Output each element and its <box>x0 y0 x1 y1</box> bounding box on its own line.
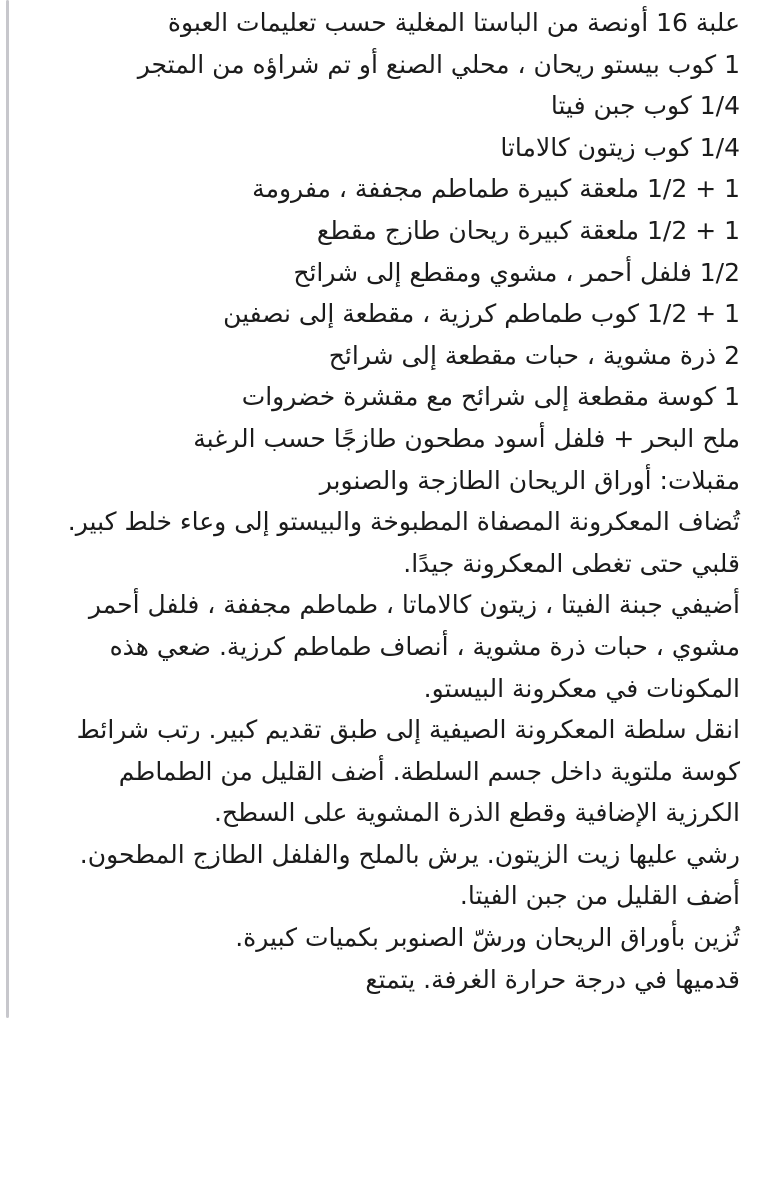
ingredient-sundried-tomatoes: 1 + 1/2 ملعقة كبيرة طماطم مجففة ، مفرومة <box>252 174 740 204</box>
ingredient-corn: 2 ذرة مشوية ، حبات مقطعة إلى شرائح <box>328 340 740 370</box>
step-toss-pasta: تُضاف المعكرونة المصفاة المطبوخة والبيستو إلى وعاء خلط كبير. قلبي حتى تغطى المعكرونة جيدًا. <box>67 507 740 578</box>
step-serve: قدميها في درجة حرارة الغرفة. يتمتع <box>365 964 740 994</box>
ingredient-pesto: 1 كوب بيستو ريحان ، محلي الصنع أو تم شراؤه من المتجر <box>137 49 740 79</box>
ingredient-garnish: مقبلات: أوراق الريحان الطازجة والصنوبر <box>319 465 740 495</box>
step-add-ingredients: أضيفي جبنة الفيتا ، زيتون كالاماتا ، طماطم مجففة ، فلفل أحمر مشوي ، حبات ذرة مشوية ، أنصاف طماطم كرزية. ضعي هذه المكونات في معكرونة البيستو. <box>88 590 740 703</box>
ingredient-olives: 1/4 كوب زيتون كالاماتا <box>500 132 740 162</box>
ingredient-salt-pepper: ملح البحر + فلفل أسود مطحون طازجًا حسب الرغبة <box>193 423 740 453</box>
step-drizzle: رشي عليها زيت الزيتون. يرش بالملح والفلفل الطازج المطحون. أضف القليل من جبن الفيتا. <box>79 839 740 911</box>
ingredient-feta: 1/4 كوب جبن فيتا <box>550 91 740 121</box>
step-transfer-salad: انقل سلطة المعكرونة الصيفية إلى طبق تقديم كبير. رتب شرائط كوسة ملتوية داخل جسم السلطة. أضف القليل من الطماطم الكرزية الإضافية وقطع الذرة المشوية على السطح. <box>76 715 740 828</box>
ingredient-basil: 1 + 1/2 ملعقة كبيرة ريحان طازج مقطع <box>316 215 740 245</box>
ingredient-zucchini: 1 كوسة مقطعة إلى شرائح مع مقشرة خضروات <box>241 382 740 412</box>
step-garnish: تُزين بأوراق الريحان ورشّ الصنوبر بكميات كبيرة. <box>235 923 740 953</box>
recipe-text <box>40 2 740 1000</box>
ingredient-cherry-tomatoes: 1 + 1/2 كوب طماطم كرزية ، مقطعة إلى نصفين <box>223 299 740 329</box>
ingredient-pasta: علبة 16 أونصة من الباستا المغلية حسب تعليمات العبوة <box>167 8 740 37</box>
ingredient-red-pepper: 1/2 فلفل أحمر ، مشوي ومقطع إلى شرائح <box>293 257 740 287</box>
scroll-indicator[interactable] <box>6 0 9 1018</box>
